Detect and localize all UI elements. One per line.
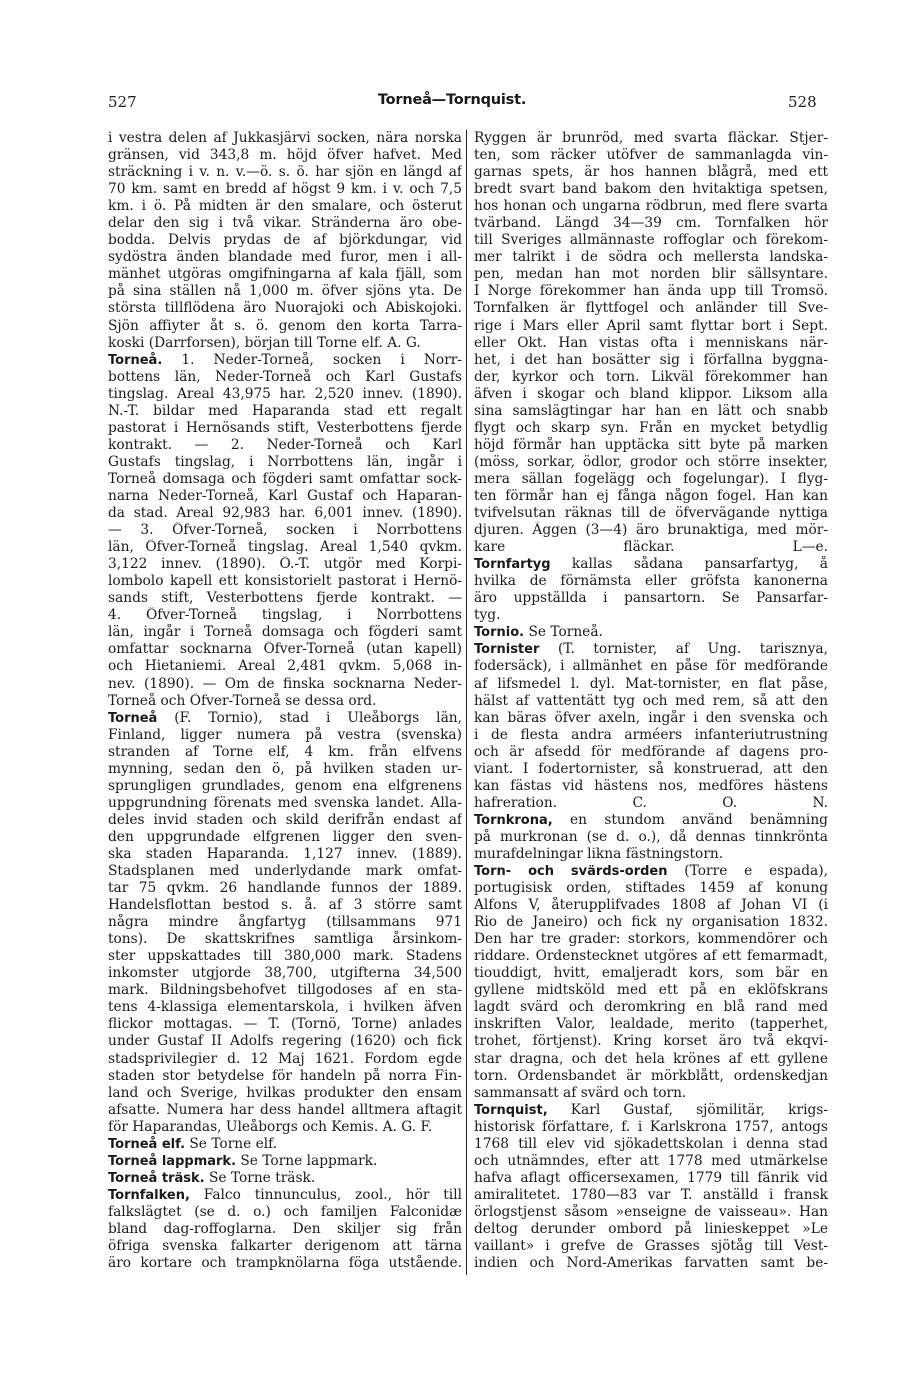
text-line — [108, 965, 462, 982]
line-text: den uppgrundade elfgrenen ligger den sven- — [108, 828, 462, 845]
entry-headword: Torneå lappmark. — [108, 1153, 237, 1169]
text-line — [474, 539, 828, 556]
text-line — [474, 795, 828, 812]
line-text: Den har tre grader: storkors, kommendörer och — [474, 931, 828, 948]
text-line — [108, 522, 462, 539]
text-line — [474, 1255, 828, 1272]
line-text: falkslägtet (se d. o.) och familjen Falconidæ — [108, 1203, 462, 1220]
text-line — [474, 676, 828, 693]
text-line — [474, 744, 828, 761]
text-line — [108, 999, 462, 1016]
line-text: omfattar socknarna Öfver-Torneå (utan kapell) — [108, 641, 462, 658]
line-text: 3,122 innev. (1890). Ö.-T. utgör med Korpi- — [108, 556, 462, 573]
text-line — [474, 352, 828, 369]
text-line — [474, 829, 828, 846]
text-line — [474, 1085, 828, 1102]
line-text: Rio de Janeiro) och fick ny organisation 1832. — [474, 914, 828, 931]
line-text: Stadsplanen med underlydande mark omfat- — [108, 863, 462, 880]
line-text: bottens län, Neder-Torneå och Karl Gustafs — [108, 368, 462, 385]
line-text: på sina ställen nå 1,000 m. öfver sjöns yta. De — [108, 283, 462, 300]
text-line — [474, 1170, 828, 1187]
line-text: tvifvelsutan räknas till de öfvervägande nyttiga — [474, 505, 828, 522]
text-line — [474, 130, 828, 147]
line-text: gyllene midtsköld med ett på en eklöfskrans — [474, 982, 828, 999]
entry-headword: Torneå elf. — [108, 1136, 186, 1152]
line-text: mark. Bildningsbehofvet tillgodoses af en sta- — [108, 982, 462, 999]
line-text: delar den sig i två vikar. Stränderna äro obe- — [108, 215, 462, 232]
line-text: och utnämndes, efter att 1778 med utmärkelse — [474, 1152, 828, 1169]
line-text: flickor mottagas. — T. (Tornö, Torne) anlades — [108, 1016, 462, 1033]
line-text: tar 75 qvkm. 26 handlande funnos der 1889. — [108, 880, 462, 897]
line-text: Handelsflottan bestod s. å. af 3 större samt — [108, 897, 462, 914]
line-text: flygt och skarp syn. Från en mycket betydlig — [474, 419, 828, 436]
line-text: Sjön affiyter åt s. ö. genom den korta Tarra- — [108, 317, 462, 334]
line-text: ster uppskattades till 380,000 mark. Stadens — [108, 948, 462, 965]
text-line — [474, 948, 828, 965]
line-text: uppgrundning förenats med svenska landet. Alla- — [108, 794, 462, 811]
line-text: (F. Tornio), stad i Uleåborgs län, — [157, 709, 462, 726]
text-line — [474, 471, 828, 488]
right-column — [474, 130, 828, 1272]
line-text: deltog derunder ombord på linieskeppet »Le — [474, 1221, 828, 1237]
text-line — [474, 1187, 828, 1204]
line-text: portugisisk orden, stiftades 1459 af konung — [474, 880, 828, 897]
line-text: N.-T. bildar med Haparanda stad ett regalt — [108, 402, 462, 419]
line-text: viant. I fodertornister, så konstruerad, att den — [474, 760, 828, 777]
text-line — [474, 1102, 828, 1119]
line-text: riddare. Ordenstecknet utgöres af ett femarmadt, — [474, 948, 828, 965]
line-text: äfven i skogar och bland klippor. Liksom alla — [474, 385, 828, 402]
text-line — [474, 181, 828, 198]
line-text: mänhet utgöras omgifningarna af kala fjäll, som — [108, 266, 462, 283]
text-line — [108, 1153, 462, 1170]
text-line — [474, 761, 828, 778]
page-number-right: 528 — [788, 93, 817, 111]
text-line — [108, 505, 462, 522]
line-text: (T. tornister, af Ung. tarisznya, — [539, 641, 828, 658]
text-line — [474, 147, 828, 164]
text-line — [108, 641, 462, 658]
line-text: hafreration. C. O. N. — [474, 794, 828, 811]
line-text: tons). De skattskrifnes samtliga årsinkom- — [108, 931, 462, 948]
line-text: murafdelningar likna fästningstorn. — [474, 845, 724, 862]
line-text: rige i Mars eller April samt flyttar bort i Sept. — [474, 317, 828, 334]
line-text: amiralitetet. 1780—83 var T. anställd i fransk — [474, 1186, 828, 1203]
line-text: sprungligen grundlades, genom ena elfgrenens — [108, 777, 462, 794]
line-text: trohet, förtjenst). Kring korset äro två ekqvi- — [474, 1033, 828, 1050]
line-text: mynning, sedan den ö, på hvilken staden ur- — [108, 760, 462, 777]
text-line — [474, 641, 828, 658]
line-text: mer talrikt i de södra och mellersta landska- — [474, 249, 828, 266]
text-line — [108, 880, 462, 897]
text-line — [108, 863, 462, 880]
text-line — [108, 744, 462, 761]
text-line — [474, 710, 828, 727]
line-text: sina samslägtingar har han en lätt och snabb — [474, 402, 828, 419]
line-text: hälst af vattentätt tyg och med rem, så att den — [474, 692, 828, 709]
text-line — [108, 1085, 462, 1102]
text-line — [474, 283, 828, 300]
text-line — [108, 1051, 462, 1068]
text-line — [108, 1187, 462, 1204]
line-text: vaillant» i grefve de Grasses sjötåg till Vest- — [474, 1238, 828, 1255]
line-text: Se Torne elf. — [185, 1135, 278, 1152]
text-line — [108, 318, 462, 335]
text-line — [108, 693, 462, 710]
line-text: inkomster utgjorde 38,700, utgifterna 34,500 — [108, 965, 462, 982]
text-line — [108, 1221, 462, 1238]
line-text: på murkronan (se d. o.), då dennas tinnkrönta — [474, 828, 828, 845]
line-text: da stad. Areal 92,983 har. 6,001 innev. (1890). — [108, 505, 462, 522]
text-line — [108, 369, 462, 386]
line-text: under Gustaf II Adolfs regering (1620) och fick — [108, 1033, 462, 1050]
entry-headword: Tornfalken, — [108, 1187, 190, 1203]
text-line — [108, 386, 462, 403]
text-line — [474, 215, 828, 232]
line-text: stadsprivilegier d. 12 Maj 1621. Fordom egde — [108, 1050, 462, 1067]
text-line — [108, 1170, 462, 1187]
line-text: inskriften Valor, lealdade, merito (tapperhet, — [474, 1016, 828, 1033]
text-line — [474, 249, 828, 266]
text-line — [108, 266, 462, 283]
text-line — [108, 658, 462, 675]
text-line — [108, 420, 462, 437]
text-line — [108, 403, 462, 420]
text-line — [108, 1255, 462, 1272]
text-line — [474, 437, 828, 454]
line-text: ten, som räcker utöfver de sammanlagda vin- — [474, 147, 828, 164]
text-line — [108, 437, 462, 454]
line-text: i vestra delen af Jukkasjärvi socken, nära norska — [108, 130, 462, 146]
line-text: till Sveriges allmännaste roffoglar och förekom- — [474, 232, 828, 249]
text-line — [474, 454, 828, 471]
text-line — [108, 846, 462, 863]
line-text: 1. Neder-Torneå, socken i Norr- — [162, 351, 462, 368]
line-text: hvilka de förnämsta eller gröfsta kanonerna — [474, 573, 828, 590]
line-text: Alfons V, återupplifvades 1808 af Johan VI (i — [474, 897, 828, 914]
text-line — [108, 283, 462, 300]
text-line — [474, 658, 828, 675]
line-text: nev. (1890). — Om de finska socknarna Neder- — [108, 675, 462, 692]
text-line — [108, 1204, 462, 1221]
text-line — [108, 897, 462, 914]
text-line — [474, 369, 828, 386]
text-line — [474, 1204, 828, 1221]
text-line — [474, 880, 828, 897]
line-text: Karl Gustaf, sjömilitär, krigs- — [547, 1101, 828, 1118]
text-line — [474, 863, 828, 880]
text-line — [474, 335, 828, 352]
line-text: koski (Darrforsen), början till Torne elf. A. G. — [108, 334, 421, 351]
text-line — [474, 164, 828, 181]
line-text: några mindre ångfartyg (tillsammans 971 — [108, 914, 462, 931]
text-line — [474, 1221, 828, 1238]
line-text: lombolo kapell ett konsistorielt pastorat i Hernö- — [108, 573, 462, 590]
text-line — [108, 539, 462, 556]
line-text: star dragna, och det hela krönes af ett gyllene — [474, 1050, 828, 1067]
text-line — [474, 1136, 828, 1153]
text-line — [474, 1068, 828, 1085]
line-text: Falco tinnunculus, zool., hör till — [189, 1186, 462, 1203]
text-line — [474, 727, 828, 744]
text-line — [108, 573, 462, 590]
line-text: garnas spets, är hos hannen blågrå, med ett — [474, 164, 828, 181]
line-text: Torneå domsaga och fögderi samt omfattar sock- — [108, 470, 462, 487]
line-text: der, kyrkor och torn. Likväl förekommer han — [474, 368, 828, 385]
text-line — [474, 812, 828, 829]
line-text: tiouddigt, hvitt, emaljeradt kors, som bär en — [474, 965, 828, 982]
line-text: ten förmår han ej fånga någon fogel. Han kan — [474, 487, 828, 504]
line-text: Finland, ligger numera på vestra (svenska) — [108, 726, 462, 743]
text-line — [474, 931, 828, 948]
line-text: äro uppställda i pansartorn. Se Pansarfar- — [474, 590, 828, 607]
line-text: för Haparandas, Uleåborgs och Kemis. A. G. F. — [108, 1118, 433, 1135]
text-line — [108, 1033, 462, 1050]
line-text: sträckning i v. n. v.—ö. s. ö. har sjön en längd af — [108, 164, 462, 181]
text-line — [108, 454, 462, 471]
text-line — [474, 982, 828, 999]
line-text: Se Torneå. — [524, 624, 603, 641]
line-text: äro kortare och trampknölarna föga utstående. — [108, 1255, 462, 1272]
text-line — [474, 624, 828, 641]
line-text: het, i det han bosätter sig i förfallna byggna- — [474, 351, 828, 368]
column-divider — [466, 130, 467, 1275]
text-line — [108, 1068, 462, 1085]
line-text: tingslag. Areal 43,975 har. 2,520 innev. (1890). — [108, 385, 462, 402]
text-line — [474, 693, 828, 710]
line-text: 4. Öfver-Torneå tingslag, i Norrbottens — [108, 607, 462, 624]
text-line — [474, 914, 828, 931]
line-text: bredt svart band bakom den hvitaktiga spetsen, — [474, 181, 828, 198]
text-line — [108, 249, 462, 266]
text-line — [108, 147, 462, 164]
line-text: Se Torne träsk. — [204, 1169, 316, 1186]
line-text: i de flesta andra arméers infanteriutrustning — [474, 726, 828, 743]
text-line — [474, 403, 828, 420]
text-line — [108, 829, 462, 846]
text-line — [108, 215, 462, 232]
text-line — [474, 300, 828, 317]
line-text: kare fläckar. L—e. — [474, 539, 828, 556]
text-line — [474, 1033, 828, 1050]
line-text: I Norge förekommer han ända upp till Tromsö. — [474, 283, 828, 300]
text-line — [108, 471, 462, 488]
text-line — [474, 1016, 828, 1033]
line-text: djuren. Äggen (3—4) äro brunaktiga, med mör- — [474, 522, 828, 539]
line-text: en stundom använd benämning — [552, 811, 828, 828]
page-header-title: Torneå—Tornquist. — [377, 92, 527, 108]
left-column — [108, 130, 462, 1272]
text-line — [474, 846, 828, 863]
text-line — [474, 505, 828, 522]
text-line — [108, 1136, 462, 1153]
text-line — [474, 420, 828, 437]
line-text: eller Okt. Han vistas ofta i menniskans när- — [474, 334, 828, 351]
text-line — [474, 386, 828, 403]
line-text: 70 km. samt en bredd af högst 9 km. i v. och 7,5 — [108, 181, 462, 198]
entry-headword: Torneå. — [108, 352, 163, 368]
entry-headword: Torneå träsk. — [108, 1170, 205, 1186]
text-line — [474, 607, 828, 624]
line-text: — 3. Öfver-Torneå, socken i Norrbottens — [108, 522, 462, 539]
line-text: sands stift, Vesterbottens fjerde kontrakt. — — [108, 590, 462, 607]
text-line — [474, 590, 828, 607]
line-text: och är afsedd för medförande af dagens pro- — [474, 743, 828, 760]
line-text: indien och Nord-Amerikas farvatten samt be- — [474, 1255, 828, 1272]
text-line — [108, 778, 462, 795]
text-line — [474, 488, 828, 505]
line-text: (möss, sorkar, ödlor, grodor och större insekter, — [474, 453, 828, 470]
text-line — [108, 1238, 462, 1255]
text-line — [108, 624, 462, 641]
line-text: tyg. — [474, 607, 501, 624]
text-line — [108, 982, 462, 999]
line-text: sydöstra änden blandade med furor, men i all- — [108, 249, 462, 266]
line-text: örlogstjenst såsom »enseigne de vaisseau». Han — [474, 1203, 828, 1220]
text-line — [108, 1119, 462, 1136]
line-text: kontrakt. — 2. Neder-Torneå och Karl — [108, 436, 462, 453]
line-text: tens 4-klassiga elementarskola, i hvilken äfven — [108, 999, 462, 1016]
line-text: deles invid staden och skild derifrån endast af — [108, 811, 462, 828]
line-text: och Hietaniemi. Areal 2,481 qvkm. 5,068 in- — [108, 658, 462, 675]
text-line — [108, 676, 462, 693]
line-text: land och Sverige, hvilkas produkter den ensam — [108, 1084, 462, 1101]
text-line — [474, 556, 828, 573]
entry-headword: Tornister — [474, 642, 540, 658]
line-text: mera sällan fogelägg och fogelungar). I flyg- — [474, 470, 828, 487]
line-text: öfriga svenska falkarter derigenom att tärna — [108, 1238, 462, 1255]
line-text: bodda. Delvis prydas de af björkdungar, vid — [108, 232, 462, 249]
line-text: af lifsmedel l. dyl. Mat-tornister, en flat påse, — [474, 675, 828, 692]
line-text: gränsen, vid 343,8 m. höjd öfver hafvet. Med — [108, 147, 462, 164]
text-line — [108, 727, 462, 744]
text-line — [108, 352, 462, 369]
line-text: afsatte. Numera har dess handel alltmera aftagit — [108, 1101, 462, 1118]
line-text: bland dag-roffoglarna. Den skiljer sig från — [108, 1221, 462, 1237]
line-text: sammansatt af svärd och torn. — [474, 1084, 687, 1101]
line-text: Torneå och Öfver-Torneå se dessa ord. — [108, 692, 377, 709]
line-text: tvärband. Längd 34—39 cm. Tornfalken hör — [474, 215, 828, 232]
text-line — [108, 812, 462, 829]
entry-headword: Tornfartyg — [474, 557, 551, 573]
text-line — [474, 522, 828, 539]
line-text: Ryggen är brunröd, med svarta fläckar. Stjer- — [474, 130, 828, 146]
line-text: hos honan och ungarna rödbrun, med flere svarta — [474, 198, 828, 215]
text-line — [474, 1051, 828, 1068]
text-line — [108, 130, 462, 147]
text-line — [108, 1016, 462, 1033]
text-line — [108, 914, 462, 931]
text-line — [474, 1238, 828, 1255]
line-text: historisk författare, f. i Karlskrona 1757, antogs — [474, 1118, 828, 1135]
line-text: staden stor betydelse för handeln på norra Fin- — [108, 1067, 462, 1084]
line-text: höjd förmår han upptäcka sitt byte på marken — [474, 436, 828, 453]
entry-headword: Tornio. — [474, 625, 525, 641]
entry-headword: Torneå — [108, 710, 158, 726]
text-line — [108, 761, 462, 778]
text-line — [108, 795, 462, 812]
line-text: 1768 till elev vid sjökadettskolan i denna stad — [474, 1135, 828, 1152]
text-line — [474, 198, 828, 215]
text-line — [474, 778, 828, 795]
text-line — [108, 232, 462, 249]
text-line — [474, 266, 828, 283]
line-text: kallas sådana pansarfartyg, å — [550, 556, 828, 573]
text-line — [108, 300, 462, 317]
text-line — [474, 897, 828, 914]
line-text: Se Torne lappmark. — [236, 1152, 378, 1169]
text-line — [474, 965, 828, 982]
text-line — [108, 164, 462, 181]
text-line — [108, 931, 462, 948]
text-line — [108, 335, 462, 352]
text-line — [474, 1153, 828, 1170]
line-text: stranden af Torne elf, 4 km. från elfvens — [108, 743, 462, 760]
text-line — [474, 318, 828, 335]
text-line — [108, 710, 462, 727]
line-text: kan fästas vid hästens nos, medföres hästens — [474, 777, 828, 794]
line-text: Tornfalken är flyttfogel och anländer till Sve- — [474, 300, 828, 317]
text-line — [474, 1119, 828, 1136]
line-text: pen, medan han mot norden blir sällsyntare. — [474, 266, 828, 283]
text-line — [108, 556, 462, 573]
text-line — [474, 573, 828, 590]
line-text: kan bäras öfver axeln, ingår i den svenska och — [474, 709, 828, 726]
entry-headword: Torn- och svärds-orden — [474, 864, 668, 880]
text-line — [474, 232, 828, 249]
text-line — [108, 590, 462, 607]
entry-headword: Tornquist, — [474, 1102, 548, 1118]
text-line — [474, 999, 828, 1016]
line-text: (Torre e espada), — [667, 863, 828, 880]
text-line — [108, 1102, 462, 1119]
line-text: största tillflödena äro Nuorajoki och Abiskojoki. — [108, 300, 462, 317]
entry-headword: Tornkrona, — [474, 812, 553, 828]
line-text: län, ingår i Torneå domsaga och fögderi samt — [108, 624, 462, 641]
text-line — [108, 948, 462, 965]
text-line — [108, 488, 462, 505]
line-text: Gustafs tingslag, i Norrbottens län, ingår i — [108, 453, 462, 470]
text-line — [108, 181, 462, 198]
page-number-left: 527 — [108, 93, 137, 111]
line-text: narna Neder-Torneå, Karl Gustaf och Haparan- — [108, 487, 462, 504]
line-text: torn. Ordensbandet är mörkblått, ordenskedjan — [474, 1067, 828, 1084]
line-text: km. i ö. På midten är den smalare, och österut — [108, 198, 462, 215]
text-line — [108, 198, 462, 215]
line-text: lagdt svärd och deromkring en blå rand med — [474, 999, 828, 1016]
text-line — [108, 607, 462, 624]
line-text: pastorat i Hernösands stift, Vesterbottens fjerde — [108, 419, 462, 436]
line-text: ska staden Haparanda. 1,127 innev. (1889). — [108, 845, 462, 862]
line-text: fodersäck), i allmänhet en påse för medförande — [474, 658, 828, 675]
line-text: hafva aflagt officersexamen, 1779 till fänrik vid — [474, 1169, 828, 1186]
line-text: län, Öfver-Torneå tingslag. Areal 1,540 qvkm. — [108, 539, 462, 556]
